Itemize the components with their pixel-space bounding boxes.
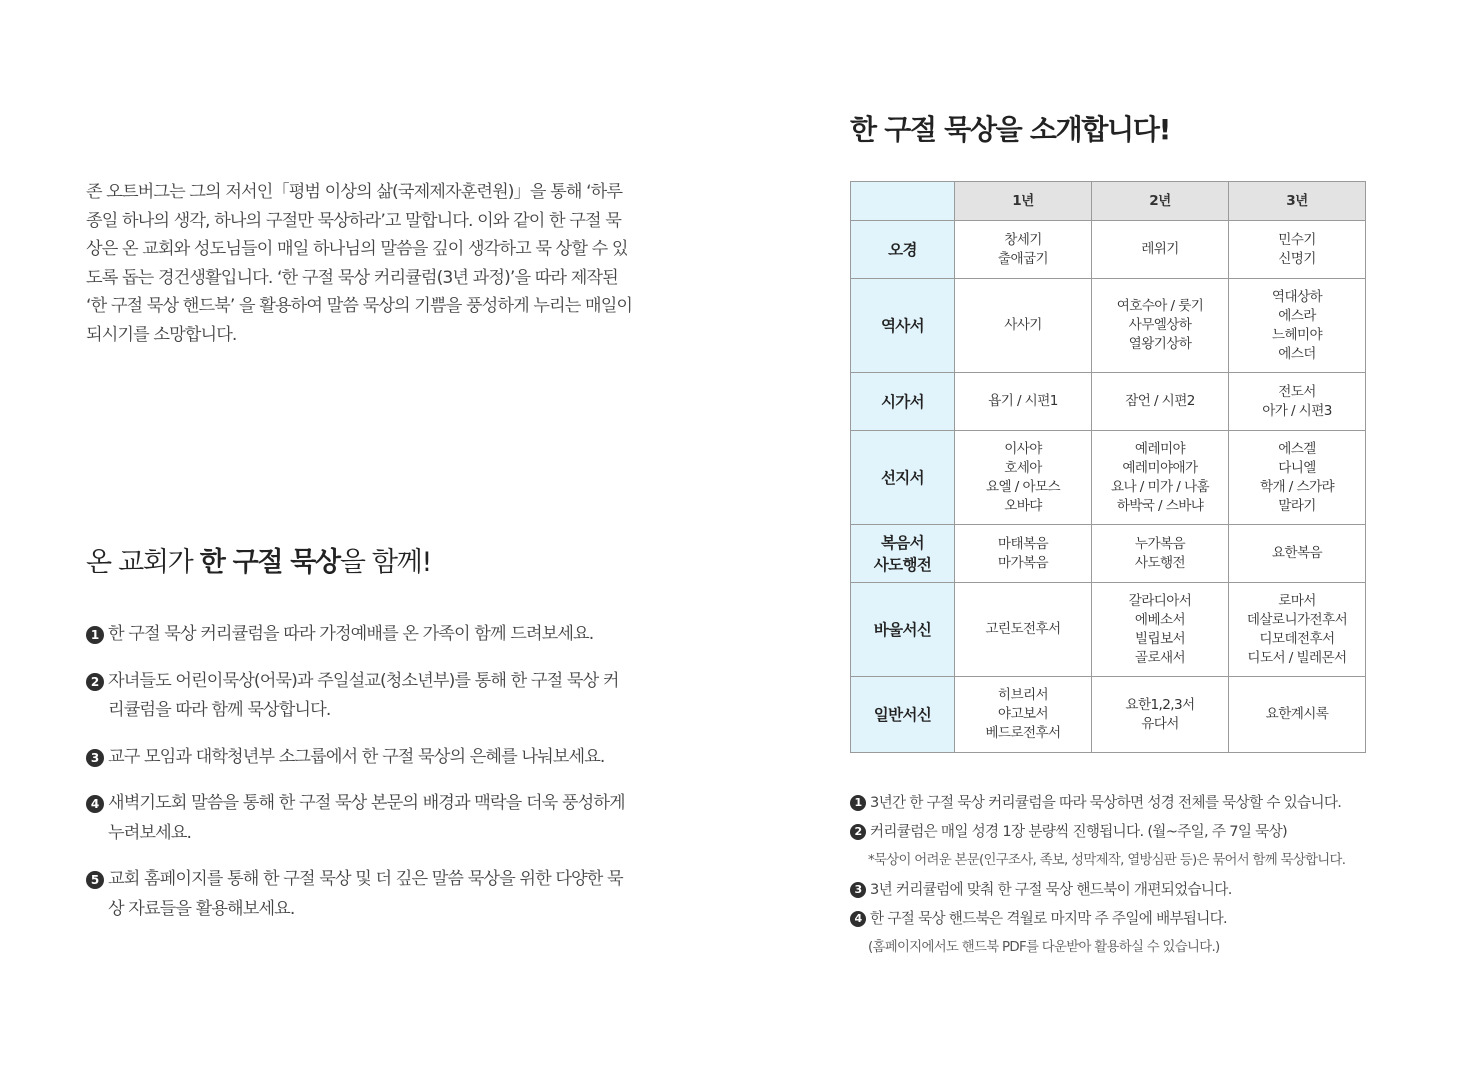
number-badge-3: 3 <box>86 749 104 767</box>
note-number-badge: 2 <box>850 824 866 840</box>
category-label: 바울서신 <box>873 620 932 639</box>
usage-point <box>86 620 634 650</box>
book-name: 빌립보서 <box>1134 630 1186 647</box>
table-corner-cell <box>851 182 955 221</box>
category-cell <box>851 525 955 583</box>
usage-point-text: 자녀들도 어린이묵상(어묵)과 주일설교(청소년부)를 통해 한 구절 묵상 커리큘럼을 따라 함께 묵상합니다. <box>108 670 619 720</box>
note-item <box>850 908 1450 930</box>
book-cell <box>1229 525 1366 583</box>
book-name: 히브리서 <box>997 687 1049 703</box>
book-name: 디모데전후서 <box>1259 630 1335 647</box>
note-item <box>850 792 1450 814</box>
book-name: 학개 / 스가랴 <box>1259 478 1335 495</box>
table-row <box>851 677 1366 753</box>
book-cell <box>955 431 1092 525</box>
together-heading-bold: 한 구절 묵상 <box>199 547 340 578</box>
category-cell <box>851 431 955 525</box>
number-badge-1: 1 <box>86 626 104 644</box>
note-text: *묵상이 어려운 본문(인구조사, 족보, 성막제작, 열방심판 등)은 묶어서 함께 묵상합니다. <box>868 853 1346 868</box>
book-cell <box>955 221 1092 279</box>
category-cell <box>851 221 955 279</box>
table-row <box>851 525 1366 583</box>
book-cell <box>1229 279 1366 373</box>
book-name: 예레미야애가 <box>1122 459 1198 476</box>
book-name: 에스겔 <box>1278 440 1316 457</box>
usage-point-list <box>86 620 634 941</box>
book-cell <box>955 583 1092 677</box>
usage-point-text: 교회 홈페이지를 통해 한 구절 묵상 및 더 깊은 말씀 묵상을 위한 다양한 묵상 자료들을 활용해보세요. <box>108 869 623 919</box>
intro-heading: 한 구절 묵상을 소개합니다! <box>850 113 1171 146</box>
book-name: 누가복음 <box>1134 535 1186 552</box>
category-cell <box>851 583 955 677</box>
book-cell <box>1092 431 1229 525</box>
number-badge-5: 5 <box>86 871 104 889</box>
book-name: 예레미야 <box>1134 440 1186 457</box>
category-label: 시가서 <box>880 392 925 411</box>
book-cell <box>955 373 1092 431</box>
book-name: 갈라디아서 <box>1128 592 1192 609</box>
table-row <box>851 373 1366 431</box>
book-name: 이사야 <box>1004 440 1042 457</box>
year-header: 1년 <box>955 182 1092 221</box>
book-name: 골로새서 <box>1134 649 1186 666</box>
book-name: 출애굽기 <box>997 250 1049 267</box>
usage-point-text: 교구 모임과 대학청년부 소그룹에서 한 구절 묵상의 은혜를 나눠보세요. <box>108 746 605 767</box>
book-name: 민수기 <box>1278 231 1316 248</box>
book-name: 느헤미야 <box>1271 326 1323 343</box>
book-name: 오바댜 <box>1004 497 1042 514</box>
book-name: 전도서 <box>1278 383 1316 400</box>
book-name: 욥기 / 시편1 <box>988 393 1058 409</box>
year-header: 3년 <box>1229 182 1366 221</box>
book-cell <box>955 525 1092 583</box>
note-subitem <box>850 937 1450 959</box>
book-name: 잠언 / 시편2 <box>1125 393 1195 409</box>
year-header: 2년 <box>1092 182 1229 221</box>
book-name: 호세아 <box>1004 459 1042 476</box>
category-cell <box>851 677 955 753</box>
note-item <box>850 821 1450 843</box>
table-row <box>851 583 1366 677</box>
book-name: 레위기 <box>1141 241 1179 257</box>
book-name: 창세기 <box>1004 231 1042 248</box>
book-cell <box>1229 221 1366 279</box>
table-row <box>851 431 1366 525</box>
usage-point <box>86 789 634 848</box>
book-name: 요한1,2,3서 <box>1125 696 1195 713</box>
book-name: 하박국 / 스바냐 <box>1116 497 1204 514</box>
usage-point-text: 한 구절 묵상 커리큘럼을 따라 가정예배를 온 가족이 함께 드려보세요. <box>108 624 594 644</box>
category-label: 복음서 <box>880 533 925 552</box>
book-cell <box>1092 221 1229 279</box>
book-cell <box>1092 279 1229 373</box>
book-cell <box>1229 373 1366 431</box>
book-name: 신명기 <box>1278 250 1316 267</box>
curriculum-table <box>850 181 1366 753</box>
table-row <box>851 221 1366 279</box>
together-heading-pre: 온 교회가 <box>86 547 200 578</box>
book-name: 에스라 <box>1278 307 1316 324</box>
note-subitem <box>850 850 1450 872</box>
book-cell <box>955 279 1092 373</box>
book-name: 사무엘상하 <box>1128 317 1192 333</box>
book-name: 에베소서 <box>1134 611 1186 628</box>
book-name: 여호수아 / 룻기 <box>1116 298 1204 314</box>
number-badge-2: 2 <box>86 673 104 691</box>
notes-list <box>850 792 1450 966</box>
book-cell <box>1229 431 1366 525</box>
book-cell <box>1092 373 1229 431</box>
book-cell <box>1229 677 1366 753</box>
book-name: 사사기 <box>1004 317 1042 333</box>
book-name: 에스더 <box>1278 345 1316 362</box>
book-name: 로마서 <box>1278 592 1316 609</box>
book-name: 요엘 / 아모스 <box>985 478 1061 495</box>
note-number-badge: 4 <box>850 911 866 927</box>
book-cell <box>1092 525 1229 583</box>
book-name: 아가 / 시편3 <box>1262 402 1332 419</box>
book-name: 말라기 <box>1278 497 1316 514</box>
book-name: 다니엘 <box>1278 459 1316 476</box>
book-name: 열왕기상하 <box>1128 336 1192 352</box>
book-name: 마태복음 <box>997 535 1049 552</box>
note-text: (홈페이지에서도 핸드북 PDF를 다운받아 활용하실 수 있습니다.) <box>868 940 1220 955</box>
number-badge-4: 4 <box>86 795 104 813</box>
category-label: 일반서신 <box>873 705 932 724</box>
book-name: 야고보서 <box>997 706 1049 722</box>
book-name: 고린도전후서 <box>985 621 1061 637</box>
usage-point <box>86 865 634 924</box>
note-text: 3년 커리큘럼에 맞춰 한 구절 묵상 핸드북이 개편되었습니다. <box>870 881 1232 898</box>
book-name: 유다서 <box>1141 715 1179 732</box>
book-name: 요한복음 <box>1271 545 1323 561</box>
intro-paragraph: 존 오트버그는 그의 저서인「평범 이상의 삶(국제제자훈련원)」을 통해 ‘하루 종일 하나의 생각, 하나의 구절만 묵상하라’고 말합니다. 이와 같이 한 구절 묵상은 온 교회와 성도님들이 매일 하나님의 말씀을 깊이 생각하고 묵 상할 수 있도록 돕는 경건생활입니다. ‘한 구절 묵상 커리큘럼(3년 과정)’을 따라 제작된 ‘한 구절 묵상 핸드북’ 을 활용하여 말씀 묵상의 기쁨을 풍성하게 누리는 매일이 되시기를 소망합니다. <box>86 182 633 345</box>
book-name: 마가복음 <box>997 554 1049 571</box>
category-label: 선지서 <box>880 468 925 487</box>
note-number-badge: 3 <box>850 882 866 898</box>
note-text: 3년간 한 구절 묵상 커리큘럼을 따라 묵상하면 성경 전체를 묵상할 수 있습니다. <box>870 794 1342 811</box>
book-name: 사도행전 <box>1134 554 1186 571</box>
table-row <box>851 279 1366 373</box>
usage-point <box>86 743 634 773</box>
usage-point <box>86 667 634 726</box>
category-label: 역사서 <box>880 316 925 335</box>
together-heading <box>86 540 431 579</box>
table-header-row <box>851 182 1366 221</box>
book-cell <box>955 677 1092 753</box>
category-cell <box>851 279 955 373</box>
book-cell <box>1092 677 1229 753</box>
note-item <box>850 879 1450 901</box>
book-cell <box>1092 583 1229 677</box>
usage-point-text: 새벽기도회 말씀을 통해 한 구절 묵상 본문의 배경과 맥락을 더욱 풍성하게 누려보세요. <box>108 793 625 843</box>
note-text: 커리큘럼은 매일 성경 1장 분량씩 진행됩니다. (월~주일, 주 7일 묵상) <box>870 823 1287 840</box>
note-text: 한 구절 묵상 핸드북은 격월로 마지막 주 주일에 배부됩니다. <box>870 910 1227 927</box>
category-label: 사도행전 <box>873 555 932 574</box>
together-heading-post: 을 함께! <box>339 547 431 578</box>
book-name: 베드로전후서 <box>985 725 1061 741</box>
book-name: 요한계시록 <box>1265 706 1329 722</box>
book-name: 디도서 / 빌레몬서 <box>1247 649 1347 666</box>
category-label: 오경 <box>888 240 917 259</box>
book-name: 데살로니가전후서 <box>1246 611 1348 628</box>
book-name: 역대상하 <box>1271 288 1323 305</box>
note-number-badge: 1 <box>850 795 866 811</box>
book-name: 요나 / 미가 / 나훔 <box>1110 478 1210 495</box>
category-cell <box>851 373 955 431</box>
book-cell <box>1229 583 1366 677</box>
